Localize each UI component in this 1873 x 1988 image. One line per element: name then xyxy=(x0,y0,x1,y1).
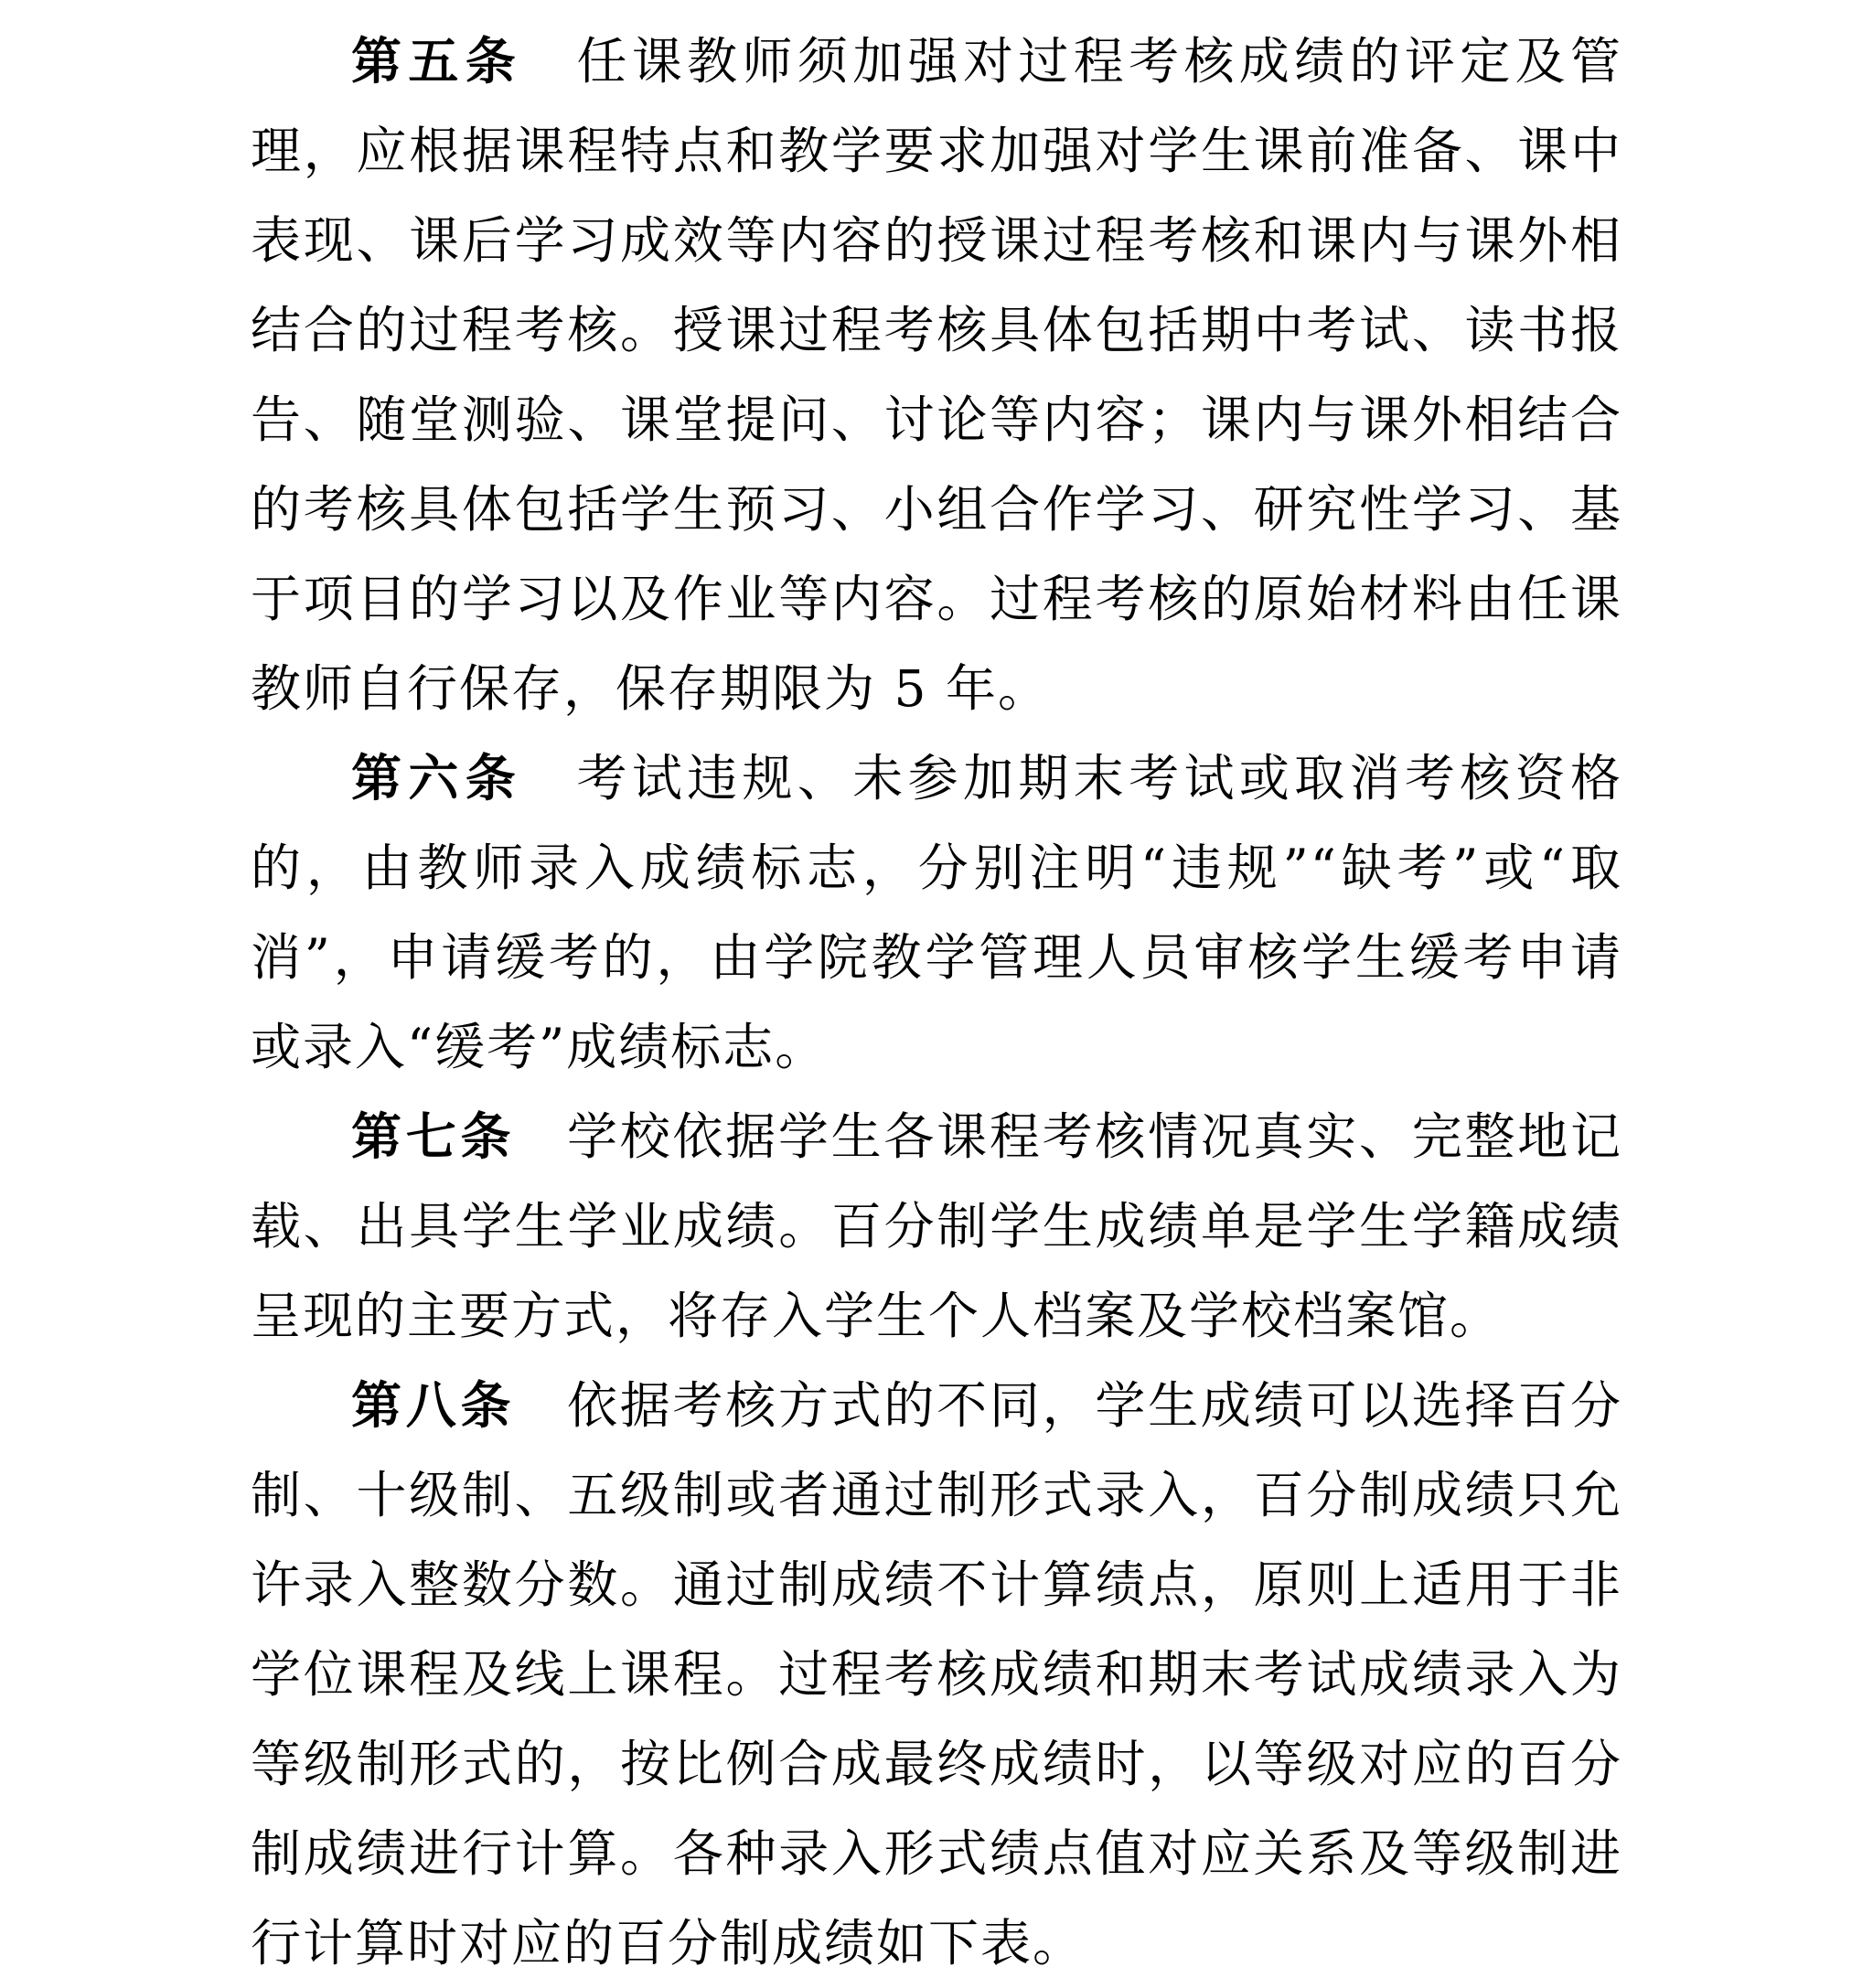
article-5 xyxy=(251,16,1622,733)
article-8 xyxy=(251,1361,1622,1988)
article-7 xyxy=(251,1092,1622,1361)
article-label: 第八条 xyxy=(351,1376,516,1435)
article-label: 第七条 xyxy=(351,1107,516,1166)
article-text: 依据考核方式的不同，学生成绩可以选择百分制、十级制、五级制或者通过制形式录入，百分制成绩只允许录入整数分数。通过制成绩不计算绩点，原则上适用于非学位课程及线上课程。过程考核成绩和期末考试成绩录入为等级制形式的，按比例合成最终成绩时，以等级对应的百分制成绩进行计算。各种录入形式绩点值对应关系及等级制进行计算时对应的百分制成绩如下表。 xyxy=(251,1376,1622,1972)
article-text: 考试违规、未参加期末考试或取消考核资格的，由教师录入成绩标志，分别注明“违规”“缺考”或“取消”，申请缓考的，由学院教学管理人员审核学生缓考申请或录入“缓考”成绩标志。 xyxy=(251,749,1622,1076)
article-6 xyxy=(251,733,1622,1092)
article-label: 第六条 xyxy=(351,749,523,807)
article-text: 学校依据学生各课程考核情况真实、完整地记载、出具学生学业成绩。百分制学生成绩单是学生学籍成绩呈现的主要方式，将存入学生个人档案及学校档案馆。 xyxy=(251,1107,1622,1345)
article-text: 任课教师须加强对过程考核成绩的评定及管理，应根据课程特点和教学要求加强对学生课前准备、课中表现、课后学习成效等内容的授课过程考核和课内与课外相结合的过程考核。授课过程考核具体包括期中考试、读书报告、随堂测验、课堂提问、讨论等内容；课内与课外相结合的考核具体包括学生预习、小组合作学习、研究性学习、基于项目的学习以及作业等内容。过程考核的原始材料由任课教师自行保存，保存期限为 5 年。 xyxy=(251,32,1622,718)
article-label: 第五条 xyxy=(351,32,523,91)
